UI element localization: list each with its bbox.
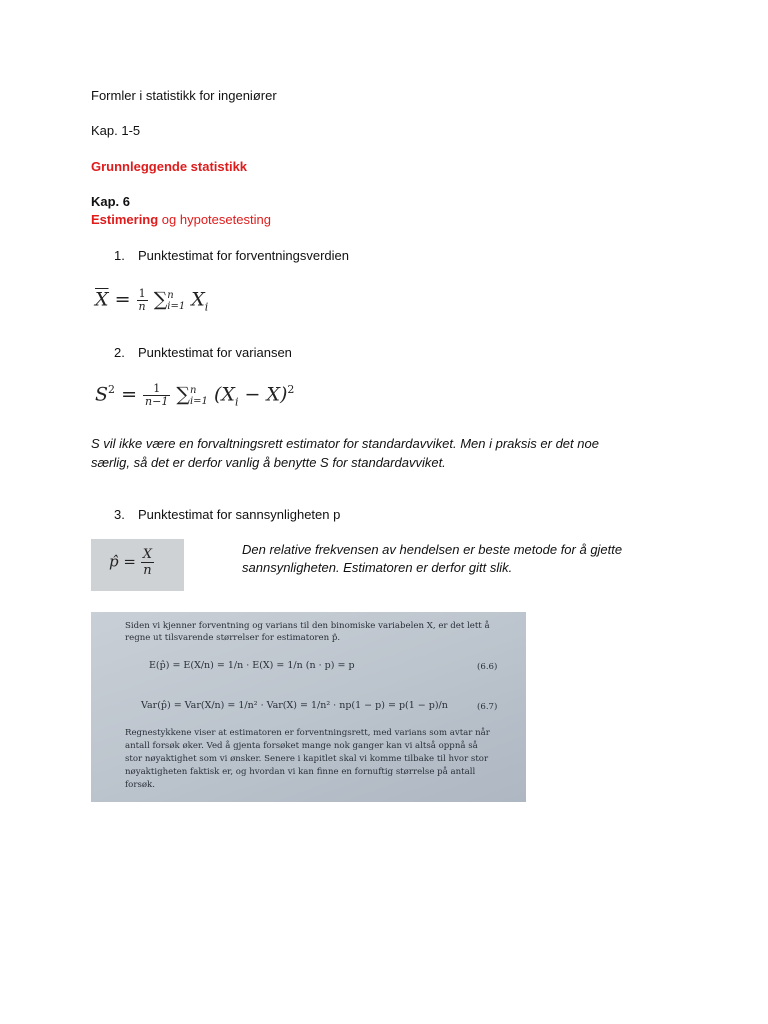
textbook-scan-image	[91, 612, 526, 802]
sum-symbol: ∑	[176, 383, 190, 406]
estimation-heading	[91, 212, 271, 227]
formula-eq: =	[123, 552, 136, 571]
scan-text-line: antall forsøk øker. Ved å gjenta forsøket mange nok ganger kan vi altså oppnå så	[125, 741, 478, 751]
mean-formula	[95, 288, 208, 313]
variance-formula	[95, 383, 294, 408]
scan-equation-6-7: Var(p̂) = Var(X/n) = 1/n² · Var(X) = 1/n² · np(1 − p) = p(1 − p)/n	[141, 700, 448, 711]
formula-lhs: $\overline{X}$	[95, 288, 109, 311]
formula-fraction	[137, 288, 148, 313]
formula-eq: =	[121, 383, 137, 406]
scan-text-line: forsøk.	[125, 780, 155, 790]
hypothesis-testing-word: og hypotesetesting	[158, 212, 271, 227]
scan-text-line: stor nøyaktighet som vi ønsker. Senere i kapitlet skal vi komme tilbake til hvor stor	[125, 754, 489, 764]
formula-term: (X	[213, 383, 235, 406]
formula-lhs-sup: 2	[108, 383, 116, 397]
list-label: Punktestimat for sannsynligheten p	[138, 507, 341, 522]
sum-upper: n	[189, 384, 197, 396]
list-item	[114, 345, 292, 360]
formula-eq: =	[114, 288, 131, 311]
chapter-6-heading: Kap. 6	[91, 194, 131, 209]
note-line: S vil ikke være en forvaltningsrett estimator for standardavviket. Men i praksis er det noe	[91, 436, 599, 451]
estimation-word: Estimering	[91, 212, 159, 227]
scan-equation-tag: (6.7)	[477, 702, 498, 712]
sum-symbol: ∑	[153, 288, 168, 311]
fraction-numerator: X	[142, 547, 153, 562]
scan-equation-6-6: E(p̂) = E(X/n) = 1/n · E(X) = 1/n (n · p) = p	[149, 660, 355, 671]
fraction-numerator: 1	[137, 288, 148, 301]
list-number: 2.	[114, 345, 125, 360]
phat-note	[242, 541, 672, 577]
formula-term: X	[191, 288, 205, 311]
list-item	[114, 507, 340, 522]
note-line: Den relative frekvensen av hendelsen er beste metode for å gjette	[242, 542, 623, 557]
formula-fraction	[141, 547, 154, 578]
formula-term-sub: i	[234, 395, 239, 409]
fraction-denominator: n	[143, 563, 152, 578]
fraction-denominator: n	[138, 300, 146, 313]
sum-upper: n	[167, 289, 174, 301]
scan-text-line: nøyaktigheten faktisk er, og hvordan vi kan finne en fornuftig størrelse på antall	[125, 767, 476, 777]
phat-formula	[109, 547, 154, 578]
formula-term-sub: i	[204, 300, 209, 314]
formula-term-sup: 2	[287, 383, 295, 397]
formula-fraction	[143, 383, 170, 408]
document-title: Formler i statistikk for ingeniører	[91, 88, 277, 103]
sum-lower: i=1	[167, 300, 186, 312]
scan-equation-tag: (6.6)	[477, 662, 498, 672]
sum-limits	[167, 290, 185, 312]
formula-lhs: p̂	[109, 552, 119, 571]
formula-lhs: S	[95, 383, 109, 406]
chapter-1-5-heading: Kap. 1-5	[91, 123, 141, 138]
fraction-numerator: 1	[143, 383, 170, 396]
note-line: særlig, så det er derfor vanlig å benytte S for standardavviket.	[91, 455, 446, 470]
basic-statistics-heading: Grunnleggende statistikk	[91, 159, 248, 174]
sum-limits	[190, 385, 208, 407]
sum-lower: i=1	[189, 395, 208, 407]
list-label: Punktestimat for variansen	[138, 345, 292, 360]
list-number: 1.	[114, 248, 125, 263]
scan-text-line: Siden vi kjenner forventning og varians til den binomiske variabelen X, er det lett å	[125, 621, 490, 631]
note-line: sannsynligheten. Estimatoren er derfor gitt slik.	[242, 560, 513, 575]
fraction-denominator: n−1	[145, 395, 169, 408]
formula-term-rest: − X)	[238, 383, 288, 406]
list-number: 3.	[114, 507, 125, 522]
list-item	[114, 248, 349, 263]
scan-text-line: regne ut tilsvarende størrelser for estimatoren p̂.	[125, 633, 341, 643]
scan-text-line: Regnestykkene viser at estimatoren er forventningsrett, med varians som avtar når	[125, 728, 490, 738]
list-label: Punktestimat for forventningsverdien	[138, 248, 349, 263]
std-estimator-note	[91, 434, 671, 472]
phat-formula-image	[91, 539, 184, 591]
